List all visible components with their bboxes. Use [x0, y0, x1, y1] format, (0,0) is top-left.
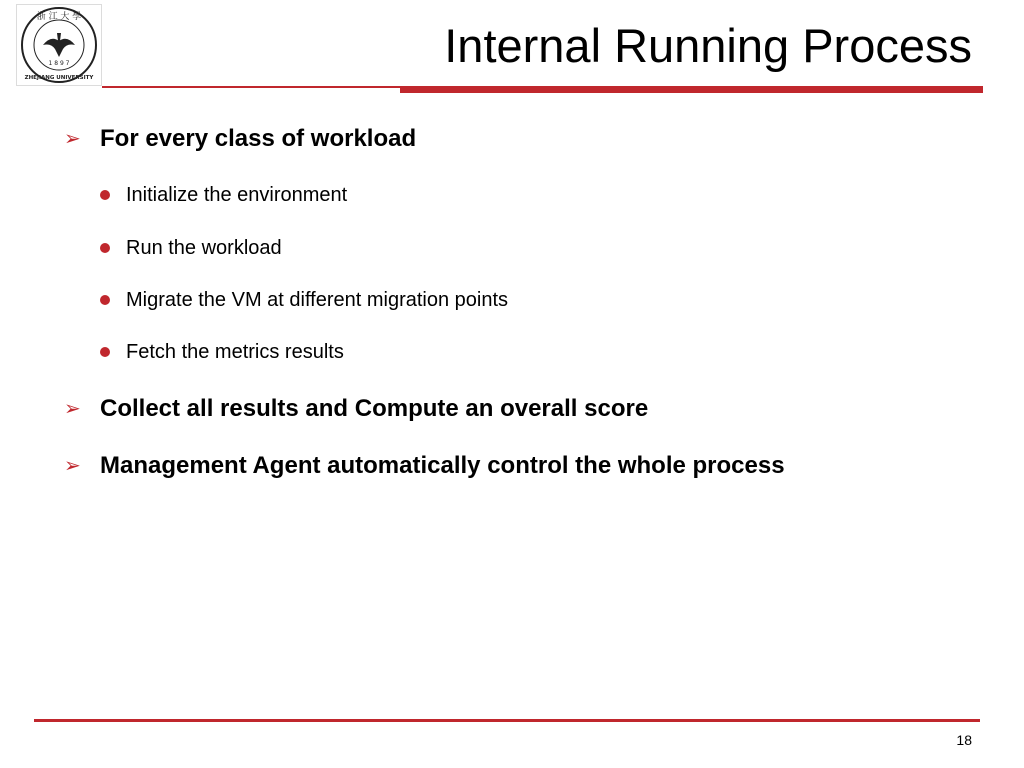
arrow-bullet-icon: ➢ [64, 128, 81, 150]
bullet-text: Management Agent automatically control the whole process [100, 452, 785, 479]
logo-year: 1 8 9 7 [48, 60, 70, 67]
dot-bullet-icon [100, 295, 110, 305]
arrow-bullet-icon: ➢ [64, 455, 81, 477]
bullet-text: Collect all results and Compute an overall score [100, 395, 649, 422]
slide-title: Internal Running Process [444, 19, 972, 72]
page-number: 18 [956, 732, 972, 748]
dot-bullet-icon [100, 190, 110, 200]
sub-bullet-text: Run the workload [126, 237, 282, 259]
arrow-bullet-icon: ➢ [64, 398, 81, 420]
bullet-text: For every class of workload [100, 125, 417, 152]
zhejiang-university-seal-icon [17, 5, 101, 85]
sub-bullet-text: Initialize the environment [126, 184, 348, 206]
sub-bullet-text: Migrate the VM at different migration points [126, 289, 509, 311]
dot-bullet-icon [100, 347, 110, 357]
university-logo [16, 4, 102, 86]
footer-divider [34, 719, 980, 722]
logo-university-name: ZHEJIANG UNIVERSITY [24, 75, 94, 81]
dot-bullet-icon [100, 243, 110, 253]
sub-bullet-text: Fetch the metrics results [126, 341, 344, 363]
header-divider-thick [400, 86, 983, 93]
logo-chinese-text: 浙 江 大 學 [36, 12, 82, 22]
